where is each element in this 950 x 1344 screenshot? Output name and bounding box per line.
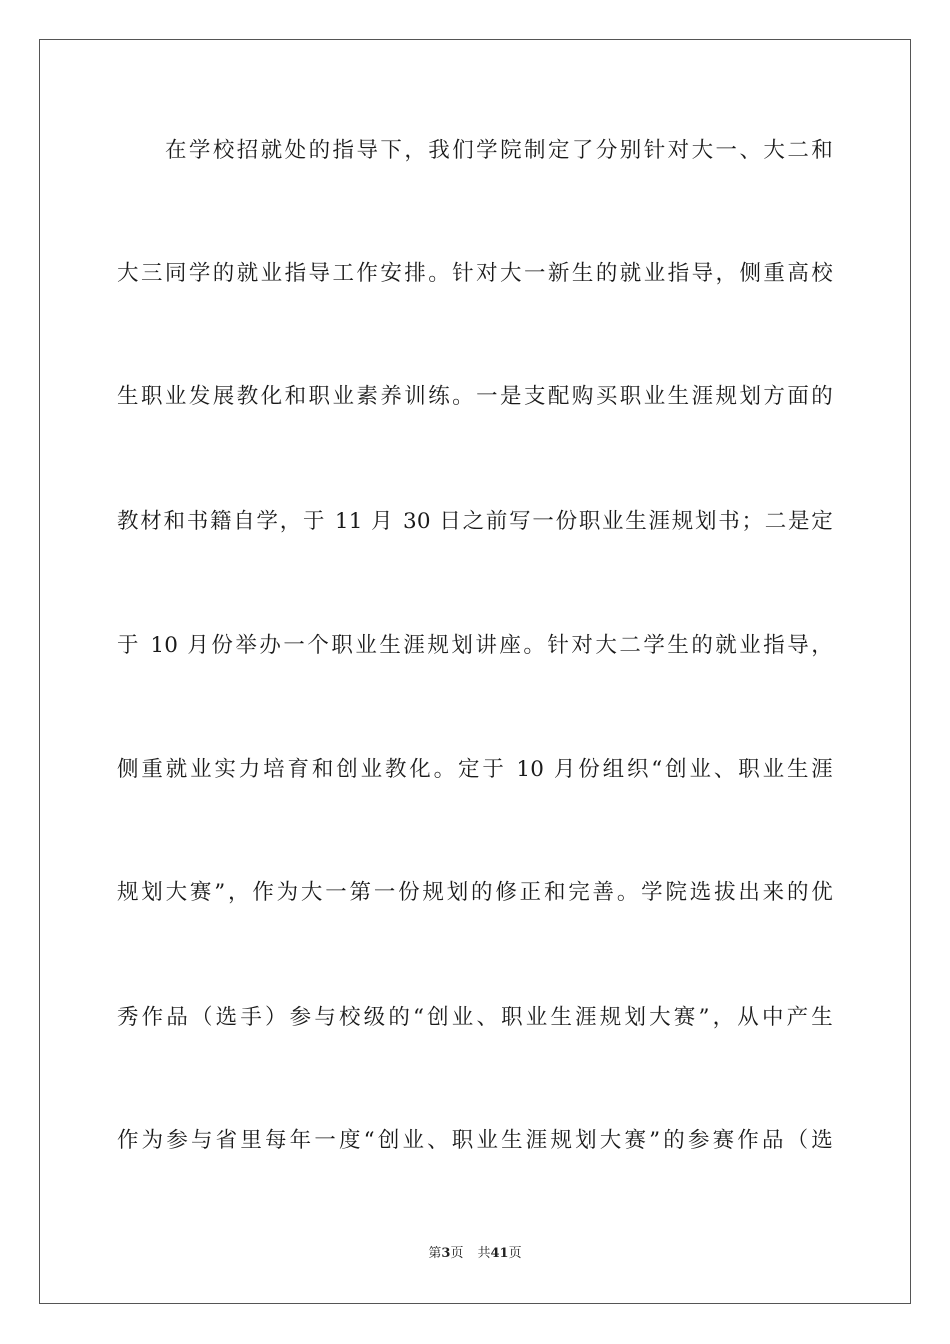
body-line-2: 大三同学的就业指导工作安排。针对大一新生的就业指导，侧重高校 [117, 261, 833, 286]
body-line-7: 规划大赛”，作为大一第一份规划的修正和完善。学院选拔出来的优 [117, 880, 833, 905]
page-number: 3 [441, 1246, 451, 1261]
body-line-6: 侧重就业实力培育和创业教化。定于 10 月份组织“创业、职业生涯 [117, 757, 833, 782]
page-suffix: 页 [450, 1246, 464, 1261]
body-line-5: 于 10 月份举办一个职业生涯规划讲座。针对大二学生的就业指导， [117, 633, 833, 658]
body-line-1: 在学校招就处的指导下，我们学院制定了分别针对大一、大二和 [165, 138, 833, 163]
body-line-4: 教材和书籍自学，于 11 月 30 日之前写一份职业生涯规划书；二是定 [117, 509, 833, 534]
body-line-8: 秀作品（选手）参与校级的“创业、职业生涯规划大赛”，从中产生 [117, 1005, 833, 1030]
total-prefix: 共 [477, 1246, 491, 1261]
page-border [39, 39, 911, 1304]
total-suffix: 页 [508, 1246, 522, 1261]
body-line-3: 生职业发展教化和职业素养训练。一是支配购买职业生涯规划方面的 [117, 384, 833, 409]
body-line-9: 作为参与省里每年一度“创业、职业生涯规划大赛”的参赛作品（选 [117, 1128, 833, 1153]
total-pages: 41 [490, 1246, 509, 1261]
page-prefix: 第 [428, 1246, 442, 1261]
page-footer [0, 1245, 950, 1263]
